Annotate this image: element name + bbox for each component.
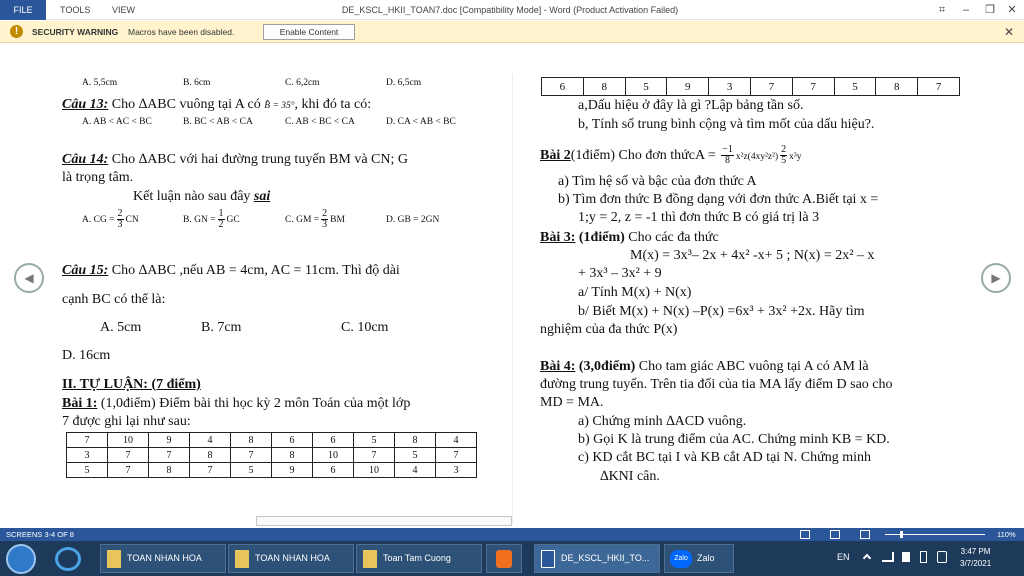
b3-tail: Cho các đa thức (624, 230, 719, 245)
q14-a-tail: CN (125, 215, 139, 225)
q14-c-text: C. GM = (285, 215, 320, 225)
close-warning-icon[interactable]: ✕ (1004, 25, 1015, 39)
taskbar (0, 541, 1024, 576)
score-table-cell: 5 (67, 463, 108, 478)
top-score-table-cell: 7 (750, 78, 792, 96)
score-table-cell: 10 (354, 463, 395, 478)
read-mode-icon[interactable] (800, 530, 810, 539)
score-table-cell: 10 (108, 433, 149, 448)
score-table-cell: 3 (67, 448, 108, 463)
score-table-cell: 6 (272, 433, 313, 448)
q14-b-frac (218, 209, 225, 230)
b2-label: Bài 2 (540, 148, 571, 163)
score-table-cell: 4 (436, 433, 477, 448)
b3-part-a: a/ Tính M(x) + N(x) (578, 285, 692, 300)
b2-frac-2 (780, 145, 787, 166)
q14-b-text: B. GN = (183, 215, 216, 225)
b1-line2: 7 được ghi lại như sau: (62, 414, 191, 429)
top-score-table-cell: 5 (625, 78, 667, 96)
q13-answer-d: D. CA < AB < BC (386, 117, 456, 127)
b1-label: Bài 1: (62, 396, 98, 411)
security-message: Macros have been disabled. (128, 27, 235, 37)
q14-a-text: A. CG = (82, 215, 115, 225)
score-table-cell: 4 (190, 433, 231, 448)
q14-c-frac (321, 209, 328, 230)
question-13 (62, 97, 371, 113)
web-layout-icon[interactable] (860, 530, 870, 539)
score-table (66, 432, 477, 478)
score-table-cell: 8 (190, 448, 231, 463)
b2-f2-den: 5 (781, 155, 787, 167)
score-table-cell: 10 (313, 448, 354, 463)
notification-icon[interactable] (937, 551, 947, 563)
b4-part-b: b) Gọi K là trung điểm của AC. Chứng minh KB = KD. (578, 432, 890, 447)
title-bar (0, 0, 1024, 20)
b1-text: (1,0điểm) Điểm bài thi học kỳ 2 môn Toán của một lớp (97, 396, 411, 411)
score-table-cell: 8 (231, 433, 272, 448)
q13-answer-c: C. AB < BC < CA (285, 117, 355, 127)
score-table-cell: 7 (231, 448, 272, 463)
top-score-table-cell: 8 (876, 78, 918, 96)
top-score-table-cell: 3 (709, 78, 751, 96)
top-score-table-cell: 9 (667, 78, 709, 96)
horizontal-scrollbar[interactable] (256, 516, 512, 526)
b2-part-b: b) Tìm đơn thức B đồng dạng với đơn thức A.Biết tại x = (558, 192, 879, 207)
b2-tail: x³y (789, 152, 802, 162)
top-score-table-cell: 7 (918, 78, 960, 96)
language-indicator[interactable]: EN (837, 552, 850, 562)
window-title: DE_KSCL_HKII_TOAN7.doc [Compatibility Mode] - Word (Product Activation Failed) (341, 5, 679, 15)
score-table-cell: 7 (149, 448, 190, 463)
task-label: DE_KSCL_HKII_TO... (561, 553, 650, 563)
section-2-heading: II. TỰ LUẬN: (7 điểm) (62, 377, 201, 392)
q13-text: Cho ∆ABC vuông tại A có (108, 97, 265, 112)
folder-icon (363, 550, 377, 568)
q14-answer-b (183, 208, 240, 232)
task-label: TOAN NHAN HOA (127, 553, 202, 563)
top-score-table (541, 77, 960, 96)
q14-answer-c (285, 208, 345, 232)
b2-mid: x²z(4xy²z²) (735, 152, 779, 162)
b2-part-b-line2: 1;y = 2, z = -1 thì đơn thức B có giá trị là 3 (578, 210, 820, 225)
internet-explorer-icon[interactable] (55, 547, 81, 571)
file-tab[interactable]: FILE (0, 0, 46, 20)
task-toan-nhan-hoa-2[interactable] (228, 544, 354, 573)
b2-text: (1điểm) Cho đơn thức (570, 148, 695, 163)
q13-answer-a: A. AB < AC < BC (82, 117, 152, 127)
b4-label: Bài 4: (540, 359, 576, 374)
q13-answer-b: B. BC < AB < CA (183, 117, 253, 127)
q14-a-den: 3 (117, 219, 123, 231)
q14-answer-a (82, 208, 139, 232)
q15-answer-c: C. 10cm (341, 320, 389, 335)
score-table-row (67, 433, 477, 448)
score-table-cell: 5 (354, 433, 395, 448)
answer-d: D. 6,5cm (386, 78, 422, 88)
task-label: TOAN NHAN HOA (255, 553, 330, 563)
b4-points: (3,0điểm) (575, 359, 636, 374)
score-table-cell: 9 (149, 433, 190, 448)
clock[interactable] (960, 546, 991, 570)
score-table-row (67, 448, 477, 463)
part-b: b, Tính số trung bình cộng và tìm mốt của dấu hiệu?. (578, 117, 875, 132)
tray-arrow-icon[interactable] (863, 554, 871, 562)
answer-c: C. 6,2cm (285, 78, 320, 88)
security-title: SECURITY WARNING (32, 27, 119, 37)
chevron-right-icon: ▶ (991, 271, 1001, 285)
task-label: Toan Tam Cuong (383, 553, 451, 563)
q14-b-den: 2 (218, 219, 224, 231)
b4-line3: MD = MA. (540, 395, 604, 410)
volume-icon[interactable] (902, 552, 910, 562)
score-table-cell: 7 (108, 448, 149, 463)
warning-icon: ! (10, 25, 23, 38)
b2-f2-num: 2 (781, 144, 787, 156)
minimize-button[interactable]: – (962, 4, 970, 16)
q14-b-num: 1 (218, 208, 224, 220)
part-a: a,Dấu hiệu ở đây là gì ?Lập bảng tần số. (578, 98, 804, 113)
document-page (0, 44, 1024, 528)
network-icon[interactable] (882, 552, 894, 562)
q14-a-num: 2 (117, 208, 123, 220)
b2-part-a: a) Tìm hệ số và bậc của đơn thức A (558, 174, 757, 189)
b2-f1-den: 8 (725, 155, 731, 167)
b2-f1-num: −1 (722, 144, 733, 156)
q14-sai: sai (253, 189, 271, 204)
q14-answer-d: D. GB = 2GN (386, 215, 440, 225)
q15-answer-b: B. 7cm (201, 320, 242, 335)
q15-text: Cho ∆ABC ,nếu AB = 4cm, AC = 11cm. Thì độ dài (108, 263, 400, 278)
b2-A: A = (694, 148, 720, 163)
b3-polynomials: M(x) = 3x³– 2x + 4x² -x+ 5 ; N(x) = 2x² – x (630, 248, 875, 263)
chevron-left-icon: ◀ (24, 271, 34, 285)
task-media-player[interactable] (486, 544, 522, 573)
score-table-cell: 7 (354, 448, 395, 463)
b4-part-a: a) Chứng minh ∆ACD vuông. (578, 414, 747, 429)
task-toan-nhan-hoa-1[interactable] (100, 544, 226, 573)
score-table-cell: 7 (67, 433, 108, 448)
top-score-table-row (542, 78, 960, 96)
b4-tail: Cho tam giác ABC vuông tại A có AM là (635, 359, 869, 374)
q14-line3-text: Kết luận nào sau đây (133, 189, 254, 204)
score-table-row (67, 463, 477, 478)
score-table-cell: 3 (436, 463, 477, 478)
q15-label: Câu 15: (62, 263, 109, 278)
bai-1 (62, 396, 410, 412)
question-15 (62, 263, 400, 279)
bai-3 (540, 230, 719, 246)
q15-answer-d: D. 16cm (62, 348, 111, 363)
top-score-table-cell: 8 (583, 78, 625, 96)
answer-b: B. 6cm (183, 78, 211, 88)
task-toan-tam-cuong[interactable] (356, 544, 482, 573)
print-layout-icon[interactable] (830, 530, 840, 539)
menu-tools[interactable]: TOOLS (60, 5, 91, 15)
q14-label: Câu 14: (62, 152, 109, 167)
restore-button[interactable]: ❐ (985, 4, 995, 16)
score-table-cell: 8 (149, 463, 190, 478)
b4-part-c: c) KD cắt BC tại I và KB cắt AD tại N. Chứng minh (578, 450, 871, 465)
q14-line3 (133, 189, 270, 205)
score-table-cell: 7 (108, 463, 149, 478)
score-table-cell: 6 (313, 463, 354, 478)
score-table-cell: 8 (272, 448, 313, 463)
b3-points: (1điểm) (575, 230, 625, 245)
score-table-cell: 8 (395, 433, 436, 448)
q14-a-frac (117, 209, 124, 230)
enable-content-button[interactable]: Enable Content (263, 24, 355, 40)
menu-view[interactable]: VIEW (112, 5, 136, 15)
score-table-cell: 6 (313, 433, 354, 448)
page-indicator[interactable]: SCREENS 3-4 OF 8 (6, 530, 74, 539)
clock-time: 3:47 PM (960, 547, 991, 556)
zoom-level[interactable]: 110% (997, 530, 1016, 539)
score-table-cell: 7 (190, 463, 231, 478)
b2-frac-1 (721, 145, 734, 166)
status-bar (0, 528, 1024, 541)
q14-c-tail: BM (330, 215, 345, 225)
b4-line2: đường trung tuyến. Trên tia đối của tia MA lấy điểm D sao cho (540, 377, 893, 392)
task-zalo[interactable] (664, 544, 734, 573)
bai-4 (540, 359, 869, 375)
b4-part-c-line2: ∆KNI cân. (600, 469, 660, 484)
q13-label: Câu 13: (62, 97, 109, 112)
top-score-table-cell: 7 (792, 78, 834, 96)
task-label: Zalo (697, 553, 715, 563)
media-player-icon (496, 550, 512, 568)
q14-line2: là trọng tâm. (62, 170, 134, 185)
task-word-document[interactable] (534, 544, 660, 573)
zalo-icon: Zalo (670, 550, 692, 568)
top-score-table-cell: 5 (834, 78, 876, 96)
next-page-button[interactable] (981, 263, 1011, 293)
close-button[interactable]: ✕ (1007, 4, 1017, 16)
score-table-cell: 5 (231, 463, 272, 478)
bai-2 (540, 144, 802, 168)
security-warning-bar (0, 21, 1024, 43)
q14-b-tail: GC (226, 215, 240, 225)
q14-c-num: 2 (322, 208, 328, 220)
word-icon (541, 550, 555, 568)
q15-line2: cạnh BC có thể là: (62, 292, 166, 307)
zoom-slider-thumb[interactable] (900, 531, 903, 538)
q14-c-den: 3 (322, 219, 328, 231)
start-button[interactable] (6, 544, 36, 574)
score-table-cell: 5 (395, 448, 436, 463)
score-table-cell: 9 (272, 463, 313, 478)
q13-tail: , khi đó ta có: (294, 97, 372, 112)
score-table-cell: 4 (395, 463, 436, 478)
top-score-table-cell: 6 (542, 78, 584, 96)
q15-answer-a: A. 5cm (100, 320, 142, 335)
b3-part-b: b/ Biết M(x) + N(x) –P(x) =6x³ + 3x² +2x. Hãy tìm (578, 304, 865, 319)
battery-icon[interactable] (920, 551, 927, 563)
answer-a: A. 5,5cm (82, 78, 118, 88)
folder-icon (107, 550, 121, 568)
previous-page-button[interactable] (14, 263, 44, 293)
q14-text: Cho ∆ABC với hai đường trung tuyến BM và CN; G (108, 152, 408, 167)
column-divider (512, 74, 513, 524)
score-table-cell: 7 (436, 448, 477, 463)
q13-angle: B̂ = 35° (264, 101, 295, 111)
b3-label: Bài 3: (540, 230, 576, 245)
question-14 (62, 152, 408, 168)
b3-part-b-line2: nghiệm của đa thức P(x) (540, 322, 678, 337)
ribbon-display-icon[interactable]: ⌗ (938, 4, 946, 16)
clock-date: 3/7/2021 (960, 559, 992, 568)
folder-icon (235, 550, 249, 568)
b3-polynomials-line2: + 3x³ – 3x² + 9 (578, 266, 662, 281)
